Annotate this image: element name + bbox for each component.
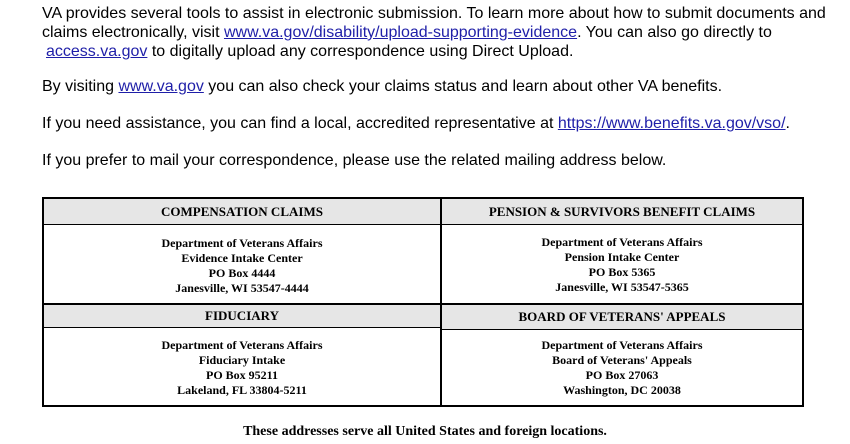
address-line: Washington, DC 20038 [563,383,681,397]
intro-line-1 [42,4,826,23]
vso-link[interactable]: https://www.benefits.va.gov/vso/ [557,115,786,132]
address-line: Evidence Intake Center [181,251,303,265]
address-line: PO Box 27063 [585,368,659,382]
visit-text-1: By visiting [42,78,119,95]
intro-text-4: to digitally upload any correspondence using Direct Upload. [147,43,574,60]
address-line: Lakeland, FL 33804-5211 [177,383,307,397]
visit-text-2: you can also check your claims status and learn about other VA benefits. [203,78,723,95]
intro-line-3 [46,42,573,61]
address-line: Fiduciary Intake [198,353,286,367]
intro-text-2: claims electronically, visit [42,24,224,41]
address-line: Department of Veterans Affairs [541,235,703,249]
address-line: PO Box 5365 [588,265,656,279]
pension-header: PENSION & SURVIVORS BENEFIT CLAIMS [442,199,802,225]
address-line: Janesville, WI 53547-5365 [555,280,689,294]
compensation-address [44,236,440,296]
fiduciary-address [44,338,440,398]
assist-text-1: If you need assistance, you can find a local, accredited representative at [42,115,558,132]
assist-text-2: . [785,115,790,132]
assist-paragraph [42,114,790,133]
address-line: Department of Veterans Affairs [541,338,703,352]
address-line: Pension Intake Center [564,250,680,264]
footer-note: These addresses serve all United States and foreign locations. [243,424,607,439]
address-line: PO Box 4444 [208,266,276,280]
pension-address [442,235,802,295]
upload-evidence-link[interactable]: www.va.gov/disability/upload-supporting-evidence [223,24,578,41]
mail-paragraph: If you prefer to mail your correspondence, please use the related mailing address below. [42,152,667,169]
address-line: Department of Veterans Affairs [161,338,323,352]
compensation-header: COMPENSATION CLAIMS [44,199,440,225]
bva-address [442,338,802,398]
address-line: PO Box 95211 [205,368,278,382]
address-line: Janesville, WI 53547-4444 [175,281,309,295]
visit-paragraph [42,77,722,96]
va-gov-link[interactable]: www.va.gov [118,78,204,95]
intro-text-3: . You can also go directly to [577,24,772,41]
intro-line-2 [42,23,772,42]
mailing-address-table [42,197,804,407]
address-line: Department of Veterans Affairs [161,236,323,250]
access-va-link[interactable]: access.va.gov [46,43,148,60]
bva-header: BOARD OF VETERANS' APPEALS [442,305,802,330]
fiduciary-header: FIDUCIARY [44,305,440,328]
address-line: Board of Veterans' Appeals [552,353,692,367]
intro-text-1: VA provides several tools to assist in electronic submission. To learn more about how to submit documents and [42,5,826,22]
